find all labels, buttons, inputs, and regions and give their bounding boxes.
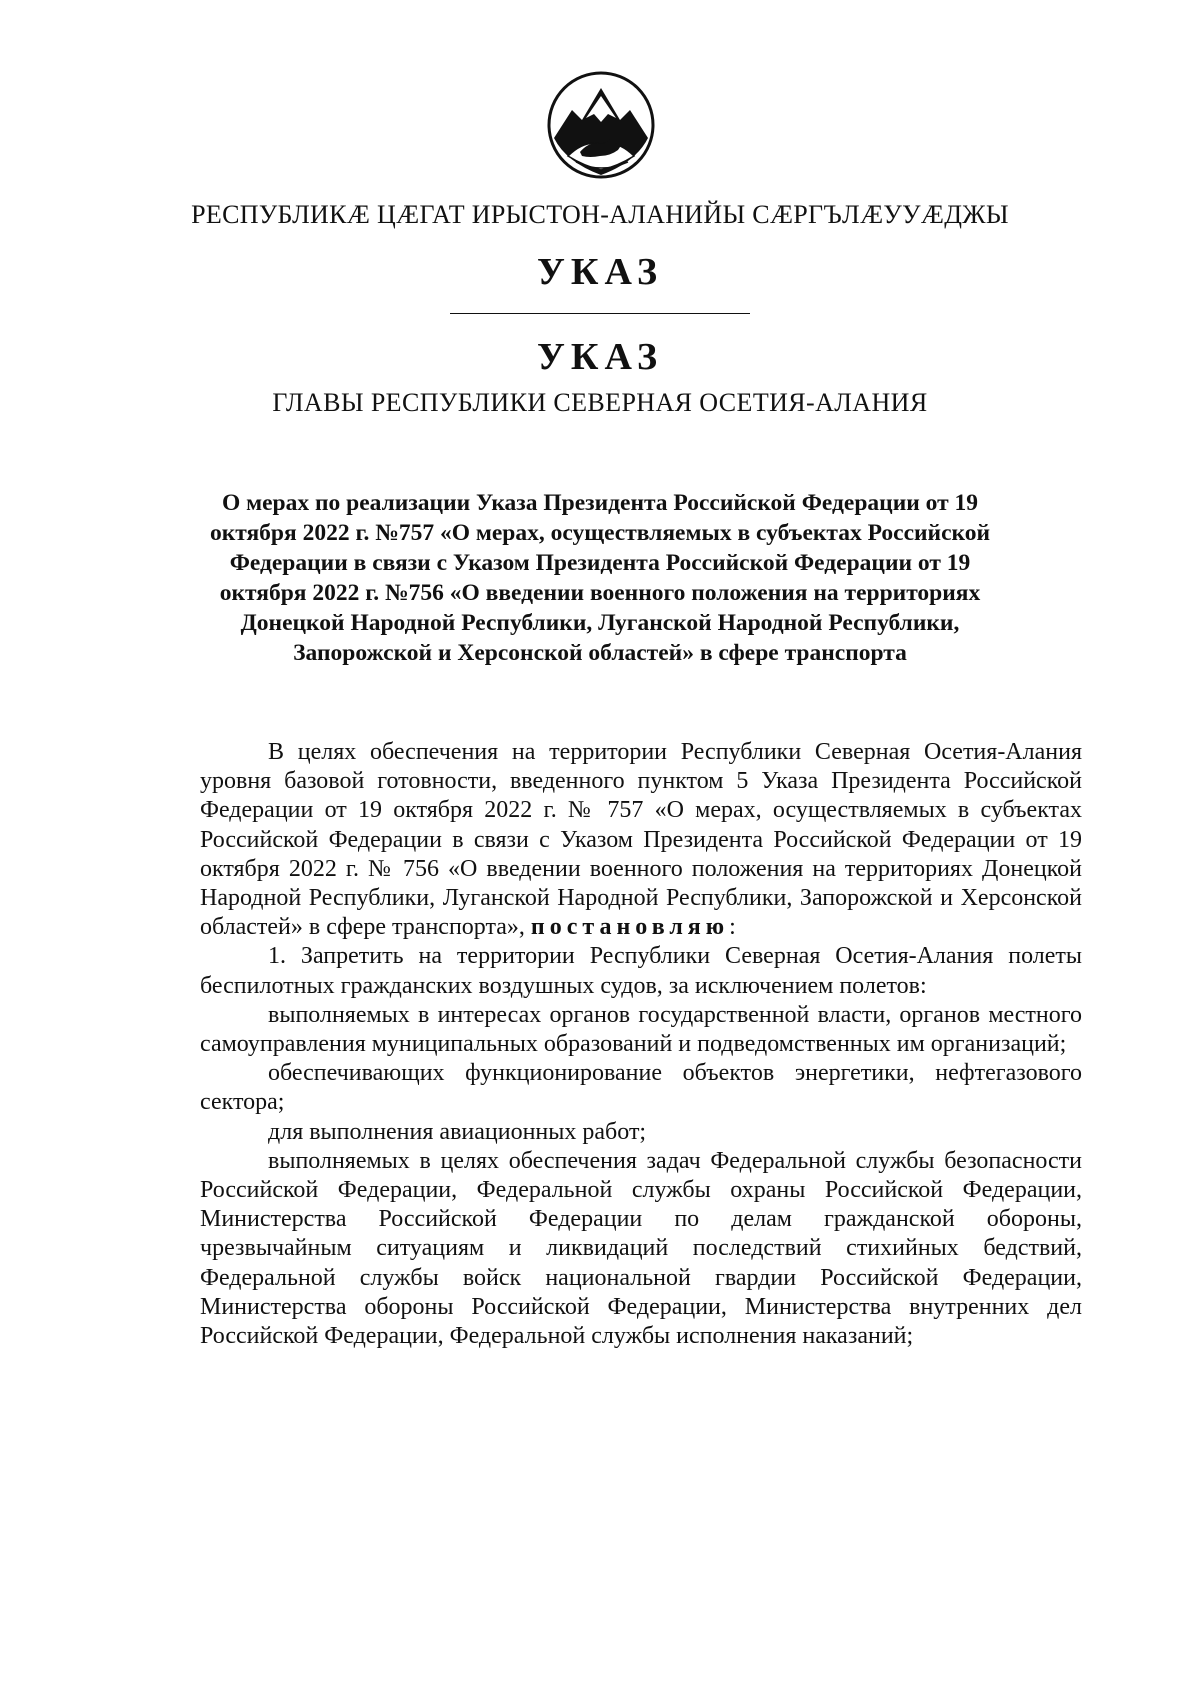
preamble-text: В целях обеспечения на территории Республики Северная Осетия-Алания уровня базовой готовности, введенного пунктом 5 Указа Президента Российской Федерации от 19 октября 2022 г. № 757 «О мерах, осуществляемых в субъектах Российской Федерации в связи с Указом Президента Российской Федерации от 19 октября 2022 г. № 756 «О введении военного положения на территориях Донецкой Народной Республики, Луганской Народной Республики, Запорожской и Херсонской областей» в сфере транспорта»,: [200, 739, 1082, 941]
list-item: выполняемых в интересах органов государственной власти, органов местного самоуправления муниципальных образований и подведомственных им организаций;: [200, 1001, 1082, 1058]
list-item: выполняемых в целях обеспечения задач Федеральной службы безопасности Российской Федерации, Федеральной службы охраны Российской Федерации, Министерства Российской Федерации по делам гражданской обороны, чрезвычайным ситуациям и ликвидаций последствий стихийных бедствий, Федеральной службы войск национальной гвардии Российской Федерации, Министерства обороны Российской Федерации, Министерства внутренних дел Российской Федерации, Федеральной службы исполнения наказаний;: [200, 1147, 1082, 1350]
list-item: 1. Запретить на территории Республики Северная Осетия-Алания полеты беспилотных гражданских воздушных судов, за исключением полетов:: [200, 943, 1082, 999]
decree-body: [200, 738, 1082, 1351]
header-russian: ГЛАВЫ РЕСПУБЛИКИ СЕВЕРНАЯ ОСЕТИЯ-АЛАНИЯ: [272, 388, 928, 417]
decree-colon: :: [729, 914, 736, 941]
coat-of-arms-icon: [546, 70, 656, 180]
list-item: обеспечивающих функционирование объектов энергетики, нефтегазового сектора;: [200, 1060, 1082, 1116]
divider-line: [450, 313, 750, 314]
preamble-paragraph: [200, 738, 1082, 942]
decree-subject-title: О мерах по реализации Указа Президента Российской Федерации от 19 октября 2022 г. №757 «О мерах, осуществляемых в субъектах Российской Федерации в связи с Указом Президента Российской Федерации от 19 октября 2022 г. №756 «О введении военного положения на территориях Донецкой Народной Республики, Луганской Народной Республики, Запорожской и Херсонской областей» в сфере транспорта: [209, 490, 991, 666]
decree-word: постановляю: [530, 914, 730, 941]
decree-title-russian: УКАЗ: [537, 336, 663, 378]
decree-title-ossetian: УКАЗ: [537, 251, 663, 293]
header-ossetian: РЕСПУБЛИКÆ ЦÆГАТ ИРЫСТОН-АЛАНИЙЫ СÆРГЪЛÆУУÆДЖЫ: [191, 200, 1009, 229]
list-item: для выполнения авиационных работ;: [268, 1118, 647, 1145]
